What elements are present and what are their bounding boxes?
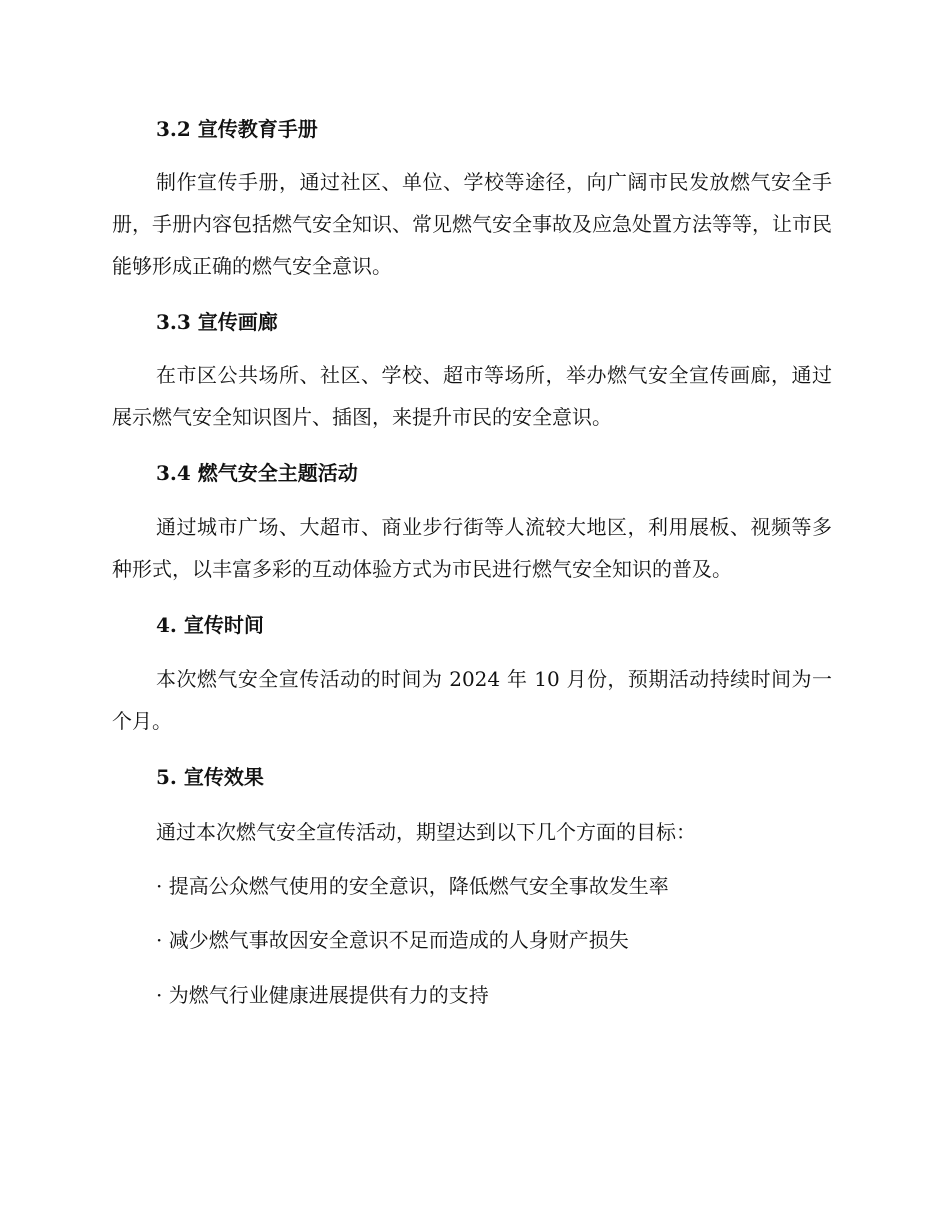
- section-intro-5: 通过本次燃气安全宣传活动，期望达到以下几个方面的目标：: [156, 820, 696, 844]
- section-body-4: 本次燃气安全宣传活动的时间为 2024 年 10 月份，预期活动持续时间为一个月。: [112, 667, 832, 733]
- section-body-3-3: 在市区公共场所、社区、学校、超市等场所，举办燃气安全宣传画廊，通过展示燃气安全知识图片、插图，来提升市民的安全意识。: [112, 363, 832, 429]
- section-heading-3-4: 3.4 燃气安全主题活动: [156, 461, 358, 485]
- goal-list-item: · 减少燃气事故因安全意识不足而造成的人身财产损失: [156, 928, 629, 952]
- goal-list-item: · 为燃气行业健康进展提供有力的支持: [156, 983, 489, 1007]
- section-heading-5: 5. 宣传效果: [156, 765, 264, 789]
- section-heading-3-3: 3.3 宣传画廊: [156, 310, 278, 334]
- section-heading-4: 4. 宣传时间: [156, 613, 264, 637]
- goal-list-item: · 提高公众燃气使用的安全意识，降低燃气安全事故发生率: [156, 874, 669, 898]
- section-body-3-4: 通过城市广场、大超市、商业步行街等人流较大地区，利用展板、视频等多种形式，以丰富多彩的互动体验方式为市民进行燃气安全知识的普及。: [112, 515, 832, 581]
- section-body-3-2: 制作宣传手册，通过社区、单位、学校等途径，向广阔市民发放燃气安全手册，手册内容包括燃气安全知识、常见燃气安全事故及应急处置方法等等，让市民能够形成正确的燃气安全意识。: [112, 170, 832, 278]
- section-heading-3-2: 3.2 宣传教育手册: [156, 117, 318, 141]
